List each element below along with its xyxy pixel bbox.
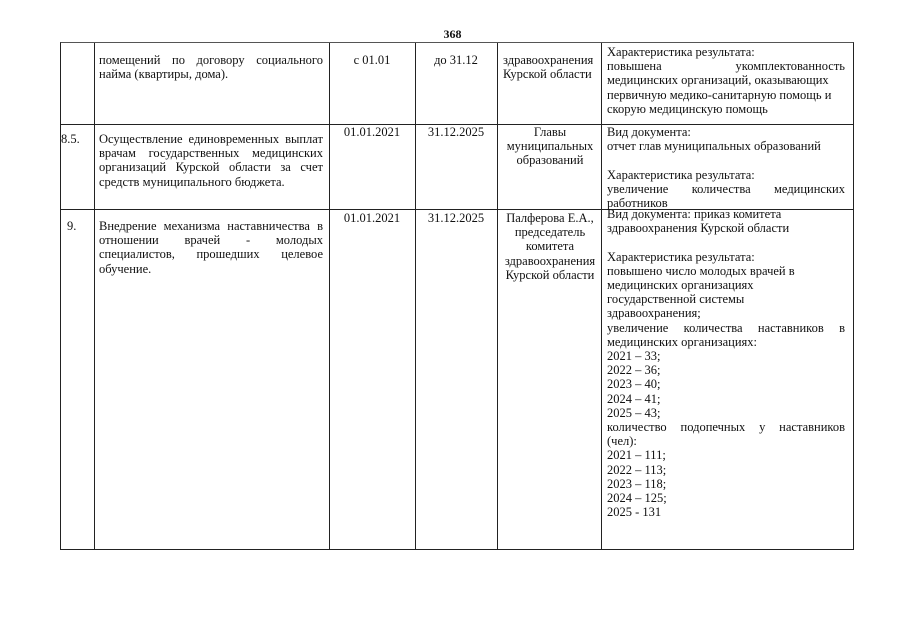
result-text: [607, 45, 845, 116]
measure-text: Осуществление единовременных выплат врачам государственных медицинских организаций Курской области за счет средств муниципального бюджета.: [99, 132, 323, 189]
measures-table: [60, 42, 854, 550]
result-line: увеличение количества медицинских: [607, 181, 845, 196]
result-line: повышено число молодых врачей в: [607, 263, 795, 278]
col-divider: [497, 43, 498, 549]
result-line: первичную медико-санитарную помощь и: [607, 87, 832, 102]
result-line: медицинских организациях:: [607, 334, 757, 349]
result-line: Характеристика результата:: [607, 249, 755, 264]
measure-text: помещений по договору социального найма (квартиры, дома).: [99, 53, 323, 82]
result-line: 2021 – 33;: [607, 349, 661, 364]
result-line: государственной системы: [607, 292, 745, 307]
result-line: увеличение количества наставников в: [607, 320, 845, 335]
responsible: здравоохранения Курской области: [503, 53, 594, 82]
result-line: работников: [607, 196, 668, 211]
result-line: отчет глав муниципальных образований: [607, 139, 821, 154]
result-line: 2025 – 43;: [607, 405, 661, 420]
result-line: 2024 – 125;: [607, 491, 667, 506]
result-line: Вид документа: приказ комитета: [607, 207, 782, 221]
page-number: 368: [443, 27, 462, 41]
result-text: [607, 125, 845, 210]
result-text: [607, 207, 845, 519]
result-line: 2022 – 36;: [607, 363, 661, 378]
end-date: 31.12.2025: [427, 211, 485, 225]
result-line: медицинских организациях: [607, 278, 754, 293]
row-number: 8.5.: [61, 132, 80, 146]
result-line: 2023 – 40;: [607, 377, 661, 392]
result-line: [607, 153, 845, 167]
end-date: 31.12.2025: [427, 125, 485, 139]
result-line: (чел):: [607, 434, 637, 449]
col-divider: [415, 43, 416, 549]
measure-text: Внедрение механизма наставничества в отношении врачей - молодых специалистов, прошедших целевое обучение.: [99, 219, 323, 276]
result-line: повышена укомплектованность: [607, 59, 845, 74]
end-date: до 31.12: [434, 53, 478, 67]
col-divider: [329, 43, 330, 549]
responsible: Главы муниципальных образований: [506, 125, 594, 168]
result-line: скорую медицинскую помощь: [607, 101, 768, 116]
row-number: 9.: [67, 219, 77, 233]
result-line: 2021 – 111;: [607, 448, 666, 463]
result-line: Характеристика результата:: [607, 167, 755, 182]
result-line: 2024 – 41;: [607, 391, 661, 406]
col-divider: [601, 43, 602, 549]
result-line: здравоохранения;: [607, 306, 701, 321]
result-line: [607, 235, 845, 249]
result-line: Характеристика результата:: [607, 45, 755, 59]
start-date: 01.01.2021: [343, 125, 401, 139]
result-line: здравоохранения Курской области: [607, 221, 790, 236]
start-date: 01.01.2021: [343, 211, 401, 225]
col-divider: [94, 43, 95, 549]
responsible: Палферова Е.А., председатель комитета здравоохранения Курской области: [504, 211, 596, 282]
result-line: 2025 - 131: [607, 505, 662, 520]
result-line: количество подопечных у наставников: [607, 420, 845, 435]
start-date: с 01.01: [353, 53, 391, 67]
result-line: медицинских организаций, оказывающих: [607, 73, 829, 88]
result-line: Вид документа:: [607, 125, 691, 139]
result-line: 2023 – 118;: [607, 476, 667, 491]
result-line: 2022 – 113;: [607, 462, 667, 477]
